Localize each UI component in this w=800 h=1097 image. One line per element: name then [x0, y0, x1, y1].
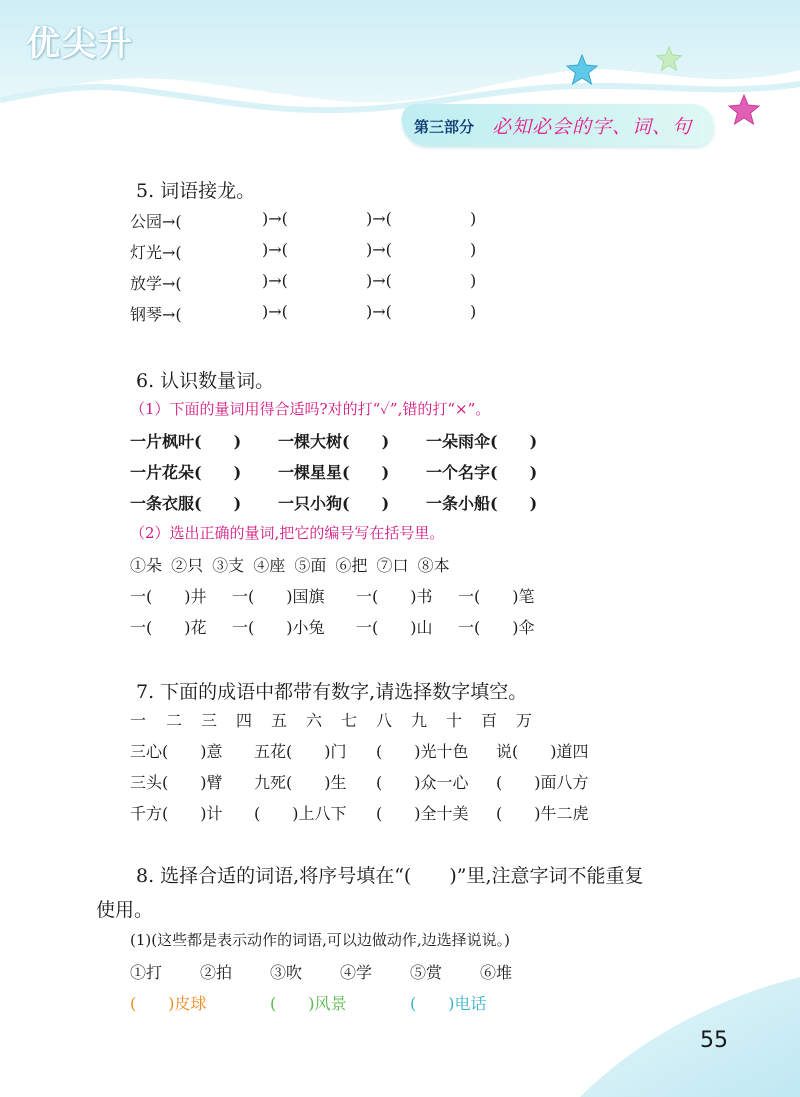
q8-option: ④学: [340, 963, 373, 982]
page-number: 55: [700, 1028, 728, 1053]
q6-measure-item: 一只小狗( ): [278, 494, 390, 513]
q5-row-blank2: )→(: [366, 271, 392, 290]
green-star-icon: [656, 46, 682, 72]
q7-idiom: ( )众一心: [376, 773, 469, 792]
q6-measure-item: 一条小船( ): [426, 494, 538, 513]
q7-idiom: ( )全十美: [376, 804, 469, 823]
q7-idiom: 九死( )生: [254, 773, 347, 792]
q6-fill-item: 一( )花: [130, 618, 207, 637]
q7-idiom: 说( )道四: [496, 742, 589, 761]
q6-fill-item: 一( )井: [130, 587, 207, 606]
q6-measure-item: 一棵星星( ): [278, 463, 390, 482]
q5-row-end: ): [470, 240, 477, 259]
q7-number: 百: [481, 711, 498, 730]
q8-option: ①打: [130, 963, 163, 982]
q7-number: 八: [376, 711, 393, 730]
q7-number: 四: [236, 711, 253, 730]
q8-title-line2: 使用。: [96, 899, 154, 921]
q6-title: 6. 认识数量词。: [136, 370, 275, 392]
q7-title: 7. 下面的成语中都带有数字,请选择数字填空。: [136, 681, 528, 703]
q6-measure-item: 一个名字( ): [426, 463, 538, 482]
q6-options: ①朵 ②只 ③支 ④座 ⑤面 ⑥把 ⑦口 ⑧本: [130, 556, 450, 575]
brand-logo-text: 优尖升: [26, 24, 134, 64]
q8-option: ②拍: [200, 963, 233, 982]
footer-wave-background: [0, 977, 800, 1097]
q6-fill-item: 一( )伞: [458, 618, 535, 637]
q5-row-start: 灯光→(: [130, 243, 182, 262]
q6-measure-item: 一片花朵( ): [130, 463, 242, 482]
q5-row-blank1: )→(: [262, 271, 288, 290]
q8-option: ⑥堆: [480, 963, 513, 982]
q7-idiom: 三头( )臂: [130, 773, 223, 792]
q5-row-start: 公园→(: [130, 212, 182, 231]
q6-fill-item: 一( )国旗: [232, 587, 325, 606]
q7-idiom: ( )牛二虎: [496, 804, 589, 823]
q6-fill-item: 一( )笔: [458, 587, 535, 606]
q6-fill-item: 一( )山: [356, 618, 433, 637]
q6-fill-item: 一( )小兔: [232, 618, 325, 637]
q8-option: ⑤赏: [410, 963, 443, 982]
q6-measure-item: 一条衣服( ): [130, 494, 242, 513]
q7-number: 五: [271, 711, 288, 730]
q8-fill-item: ( )皮球: [130, 994, 207, 1013]
q5-title: 5. 词语接龙。: [136, 180, 256, 202]
q7-idiom: ( )面八方: [496, 773, 589, 792]
q5-row-end: ): [470, 302, 477, 321]
q5-row-start: 钢琴→(: [130, 305, 182, 324]
q8-fill-item: ( )风景: [270, 994, 347, 1013]
q7-number: 九: [411, 711, 428, 730]
q8-fill-item: ( )电话: [410, 994, 487, 1013]
pink-star-icon: [728, 94, 760, 126]
q5-row-start: 放学→(: [130, 274, 182, 293]
q8-title-line1: 8. 选择合适的词语,将序号填在“( )”里,注意字词不能重复: [136, 865, 644, 887]
q7-number: 三: [201, 711, 218, 730]
q8-sub1-instruction: (1)(这些都是表示动作的词语,可以边做动作,边选择说说。): [130, 931, 510, 949]
q7-idiom: 三心( )意: [130, 742, 223, 761]
q7-idiom: ( )上八下: [254, 804, 347, 823]
section-part-label: 第三部分: [414, 118, 475, 136]
q7-number: 万: [516, 711, 533, 730]
q6-measure-item: 一棵大树( ): [278, 432, 390, 451]
q7-idiom: ( )光十色: [376, 742, 469, 761]
q8-option: ③吹: [270, 963, 303, 982]
q7-number: 一: [130, 711, 147, 730]
q7-number: 六: [306, 711, 323, 730]
q5-row-blank2: )→(: [366, 302, 392, 321]
q7-idiom: 千方( )计: [130, 804, 223, 823]
q6-measure-item: 一片枫叶( ): [130, 432, 242, 451]
q6-sub2-instruction: （2）选出正确的量词,把它的编号写在括号里。: [130, 524, 445, 542]
q7-number: 七: [341, 711, 358, 730]
q6-sub1-instruction: （1）下面的量词用得合适吗?对的打“✓”,错的打“×”。: [130, 400, 491, 418]
q5-row-blank1: )→(: [262, 209, 288, 228]
q5-row-blank2: )→(: [366, 240, 392, 259]
section-subtitle: 必知必会的字、词、句: [492, 116, 693, 138]
section-banner: [402, 104, 714, 146]
q6-measure-item: 一朵雨伞( ): [426, 432, 538, 451]
q5-row-blank1: )→(: [262, 240, 288, 259]
blue-star-icon: [566, 54, 598, 86]
q5-row-end: ): [470, 209, 477, 228]
q5-row-end: ): [470, 271, 477, 290]
q7-idiom: 五花( )门: [254, 742, 347, 761]
q5-row-blank2: )→(: [366, 209, 392, 228]
q6-fill-item: 一( )书: [356, 587, 433, 606]
q5-row-blank1: )→(: [262, 302, 288, 321]
q7-number: 二: [166, 711, 183, 730]
q7-number: 十: [446, 711, 463, 730]
